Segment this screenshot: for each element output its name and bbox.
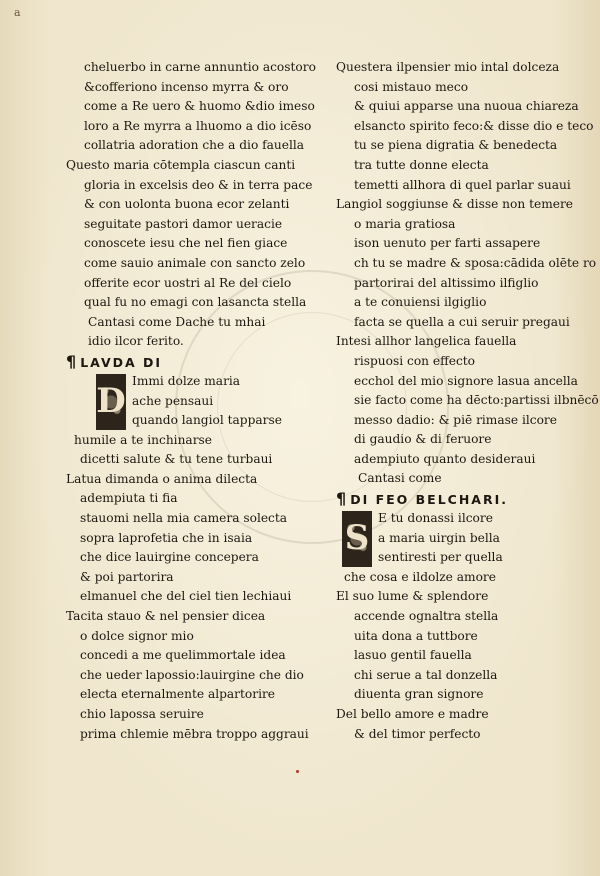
verse-line: adempiuto quanto desideraui [354,451,536,466]
verse-line: Questera ilpensier mio intal dolceza [336,60,560,74]
verse-line: Questo maria cōtempla ciascun canti [66,157,296,172]
verse-line: cosi mistauo meco [354,79,469,94]
verse-line: tu se piena digratia & benedecta [354,138,558,153]
verse-line: che dice lauirgine concepera [80,550,259,565]
verse-line: ison uenuto per farti assapere [354,236,541,251]
verse-line: diuenta gran signore [354,687,484,702]
verse-line: chi serue a tal donzella [354,667,498,682]
verse-line: sentiresti per quella [378,550,503,565]
verse-line: Immi dolze maria [132,373,241,388]
verse-line: concedi a me quelimmortale idea [80,648,286,663]
verse-line: cheluerbo in carne annuntio acostoro [84,60,316,74]
left-column [66,58,321,744]
left-initial-lines [132,372,282,431]
decorated-initial-s: S [342,511,372,567]
verse-line: gloria in excelsis deo & in terra pace [84,177,313,192]
verse-line: ache pensaui [132,393,214,408]
right-verse-block-b [336,568,588,744]
verse-line: sopra laprofetia che in isaia [80,530,253,545]
verse-line: qual fu no emagi con lasancta stella [84,295,307,310]
verse-line: offerite ecor uostri al Re del cielo [84,275,292,290]
left-initial-block [66,372,321,431]
verse-line: Latua dimanda o anima dilecta [66,471,258,486]
left-heading-text: LAVDA DI [80,354,163,370]
verse-line: facta se quella a cui seruir pregaui [354,314,570,329]
verse-line: accende ognaltra stella [354,609,499,624]
verse-line: temetti allhora di quel parlar suaui [354,177,571,192]
right-verse-block-a [336,58,599,489]
verse-line: tra tutte donne electa [354,157,489,172]
right-initial-lines [378,509,503,568]
right-heading-text: DI FEO BELCHARI. [350,492,508,508]
verse-line: & quiui apparse una nuoua chiareza [354,99,579,114]
verse-line: che ueder lapossio:lauirgine che dio [80,667,304,682]
verse-line: seguitate pastori damor ueracie [84,216,283,231]
pilcrow-icon: ¶ [336,489,349,509]
verse-line: Del bello amore e madre [336,707,489,722]
verse-line: come a Re uero & huomo &dio imeso [84,99,315,114]
verse-line: che cosa e ildolze amore [344,569,496,584]
verse-line: a te conuiensi ilgiglio [354,295,487,310]
verse-line: ecchol del mio signore lasua ancella [354,373,578,388]
verse-line: & del timor perfecto [354,726,481,741]
verse-line: Cantasi come Dache tu mhai [88,314,266,329]
verse-line: stauomi nella mia camera solecta [80,511,288,526]
verse-line: elsancto spirito feco:& disse dio e teco [354,118,594,133]
verse-line: & con uolonta buona ecor zelanti [84,197,290,212]
verse-line: Tacita stauo & nel pensier dicea [66,609,266,624]
verse-line: E tu donassi ilcore [378,511,493,526]
verse-line: chio lapossa seruire [80,707,204,722]
verse-line: uita dona a tuttbore [354,628,478,643]
verse-line: dicetti salute & tu tene turbaui [80,452,273,467]
verse-line: & poi partorira [80,569,174,584]
verse-line: humile a te inchinarse [74,432,212,447]
verse-line: Intesi allhor langelica fauella [336,334,517,349]
verse-line: partorirai del altissimo ilfiglio [354,275,539,290]
right-column [336,58,599,744]
right-section-heading [336,489,588,509]
left-verse-block-a [66,58,321,352]
left-section-heading [66,352,321,372]
verse-line: prima chlemie mēbra troppo aggraui [80,726,309,741]
right-initial-block [336,509,588,568]
verse-line: di gaudio & di feruore [354,432,492,447]
verse-line: idio ilcor ferito. [88,334,184,349]
verse-line: o maria gratiosa [354,216,456,231]
verse-line: Langiol soggiunse & disse non temere [336,197,573,212]
verse-line: electa eternalmente alpartorire [80,687,276,702]
decorated-initial-d: D [96,374,126,430]
verse-line: El suo lume & splendore [336,589,489,604]
verse-line: rispuosi con effecto [354,353,476,368]
verse-line: adempiuta ti fia [80,491,178,506]
verse-line: Cantasi come [358,471,442,486]
pilcrow-icon: ¶ [66,351,79,371]
verse-line: o dolce signor mio [80,628,194,643]
verse-line: quando langiol tapparse [132,413,282,428]
verse-line: sie facto come ha dēcto:partissi ilbnēcō [354,393,599,408]
verse-line: loro a Re myrra a lhuomo a dio icēso [84,118,312,133]
verse-line: elmanuel che del ciel tien lechiaui [80,589,292,604]
verse-line: ch tu se madre & sposa:cādida olēte ro [354,255,597,270]
verse-line: come sauio animale con sancto zelo [84,255,306,270]
verse-line: conoscete iesu che nel fien giace [84,236,288,251]
corner-mark: a [14,6,21,19]
verse-line: collatria adoration che a dio fauella [84,138,305,153]
verse-line: &cofferiono incenso myrra & oro [84,79,289,94]
verse-line: lasuo gentil fauella [354,648,472,663]
verse-line: a maria uirgin bella [378,530,500,545]
left-verse-block-b [66,431,321,745]
verse-line: messo dadio: & piē rimase ilcore [354,412,557,427]
red-ink-mark [296,770,299,773]
